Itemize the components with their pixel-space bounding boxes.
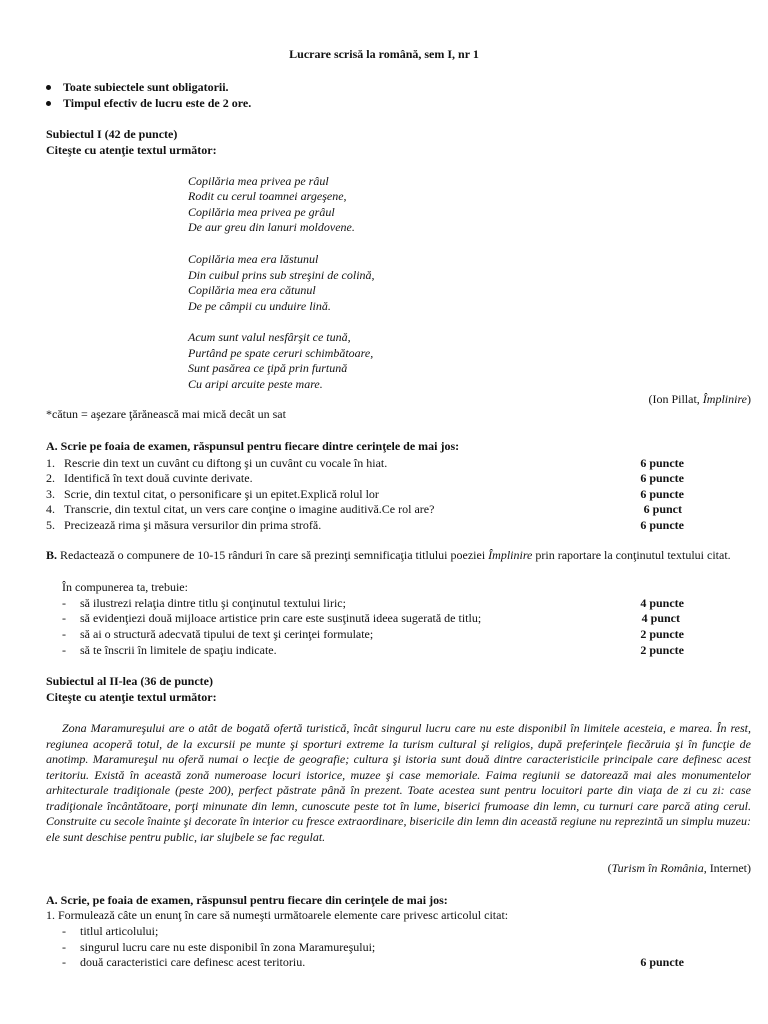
poem-line: Copilăria mea era cătunul <box>188 283 316 297</box>
poem-source: (Ion Pillat, Împlinire) <box>648 392 751 406</box>
requirement-item: 5. Precizează rima şi măsura versurilor din prima strofă. <box>46 518 322 532</box>
requirement-item: 2. Identifică în text două cuvinte derivate. <box>46 471 253 485</box>
subject-2-instruction: Citeşte cu atenţie textul următor: <box>46 690 217 704</box>
requirement-points: 6 puncte <box>640 471 684 485</box>
article-paragraph: Zona Maramureşului are o atât de bogată ofertă turistică, încât singurul lucru care nu este disponibil în limitele acesteia, e marea. În rest, regiunea acoperă totul, de la excursii pe munte şi sporturi extreme la turism cultural şi religios, după preferinţele fiecăruia şi în funcţie de anotimp. Maramureşul nu oferă numai o lecţie de geografie; cultura şi istoria sunt două dintre caracteristicile principale care definesc acest teritoriu. Există în această zonă numeroase locuri istorice, muzee şi case memoriale. Faima regiunii se datorează mai ales monumentelor arhitecturale tradiţionale (peste 200), perfect păstrate până în prezent. Toate acestea sunt pentru locuitori parte din viaţa de zi cu zi: case tradiţionale încântătoare, porţi minunate din lemn, cunoscute peste tot în lume, biserici frumoase din lemn, cu turnuri care parcă ating cerul. Construite cu secole înainte şi decorate în interior cu fresce extraordinare, bisericile din lemn din această regiune nu reprezintă un simplu muzeu: ele sunt deschise pentru public, iar slujbele se fac regulat. <box>46 721 751 844</box>
poem-line: De pe câmpii cu unduire lină. <box>188 299 331 313</box>
criteria-points: 2 puncte <box>640 627 684 641</box>
poem-line: Copilăria mea privea pe râul <box>188 174 329 188</box>
poem-line: Sunt pasărea ce ţipă prin furtună <box>188 361 348 375</box>
sub-item: - titlul articolului; <box>62 924 159 938</box>
poem-line: De aur greu din lanuri moldovene. <box>188 220 355 234</box>
poem-line: Copilăria mea era lăstunul <box>188 252 319 266</box>
requirement-item: 1. Rescrie din text un cuvânt cu diftong şi un cuvânt cu vocale în hiat. <box>46 456 388 470</box>
rule-bullet-2: Timpul efectiv de lucru este de 2 ore. <box>46 96 251 112</box>
criteria-points: 4 punct <box>641 611 680 625</box>
article-source: (Turism în România, Internet) <box>607 861 751 875</box>
subject-1-instruction: Citeşte cu atenţie textul următor: <box>46 143 217 157</box>
poem-line: Acum sunt valul nesfârşit ce tună, <box>188 330 351 344</box>
bullet-dot-icon <box>46 85 51 90</box>
sub-item: - singurul lucru care nu este disponibil în zona Maramureşului; <box>62 940 376 954</box>
requirement-points: 6 puncte <box>640 456 684 470</box>
criteria-item: - să ai o structură adecvată tipului de text şi cerinţei formulate; <box>62 627 374 641</box>
section-a-heading: A. Scrie pe foaia de examen, răspunsul pentru fiecare dintre cerinţele de mai jos: <box>46 439 460 453</box>
requirement-item: 4. Transcrie, din textul citat, un vers care conţine o imagine auditivă.Ce rol are? <box>46 502 435 516</box>
criteria-points: 4 puncte <box>640 596 684 610</box>
page-title: Lucrare scrisă la română, sem I, nr 1 <box>289 47 479 61</box>
subject-2-heading: Subiectul al II-lea (36 de puncte) <box>46 674 214 688</box>
criteria-item: - să te înscrii în limitele de spaţiu indicate. <box>62 643 277 657</box>
requirement-points: 6 puncte <box>640 518 684 532</box>
poem-line: Copilăria mea privea pe grâul <box>188 205 335 219</box>
criteria-item: - să ilustrezi relaţia dintre titlu şi conţinutul textului liric; <box>62 596 346 610</box>
requirement-points: 6 puncte <box>640 955 684 969</box>
poem-line: Cu aripi arcuite peste mare. <box>188 377 323 391</box>
poem-line: Purtând pe spate ceruri schimbătoare, <box>188 346 374 360</box>
section-2a-heading: A. Scrie, pe foaia de examen, răspunsul pentru fiecare din cerinţele de mai jos: <box>46 893 448 907</box>
criteria-item: - să evidenţiezi două mijloace artistice prin care este susţinută ideea sugerată de titlu; <box>62 611 482 625</box>
section-b-intro: În compunerea ta, trebuie: <box>62 580 188 594</box>
footnote: *cătun = aşezare ţărănească mai mică decât un sat <box>46 407 286 421</box>
poem-line: Rodit cu cerul toamnei argeşene, <box>188 189 347 203</box>
sub-item: - două caracteristici care definesc acest teritoriu. <box>62 955 306 969</box>
rule-bullet-1: Toate subiectele sunt obligatorii. <box>46 80 229 96</box>
requirement-points: 6 puncte <box>640 487 684 501</box>
section-b-text: B. Redactează o compunere de 10-15 rânduri în care să prezinţi semnificaţia titlului poeziei Împlinire prin raportare la conţinutul textului citat. <box>46 548 731 562</box>
bullet-dot-icon <box>46 101 51 106</box>
requirement-item: 3. Scrie, din textul citat, o personificare şi un epitet.Explică rolul lor <box>46 487 379 501</box>
criteria-points: 2 puncte <box>640 643 684 657</box>
requirement-item: 1. Formulează câte un enunţ în care să numeşti următoarele elemente care privesc articolul citat: <box>46 908 509 922</box>
requirement-points: 6 punct <box>643 502 682 516</box>
poem-line: Din cuibul prins sub streşini de colină, <box>188 268 375 282</box>
subject-1-heading: Subiectul I (42 de puncte) <box>46 127 178 141</box>
